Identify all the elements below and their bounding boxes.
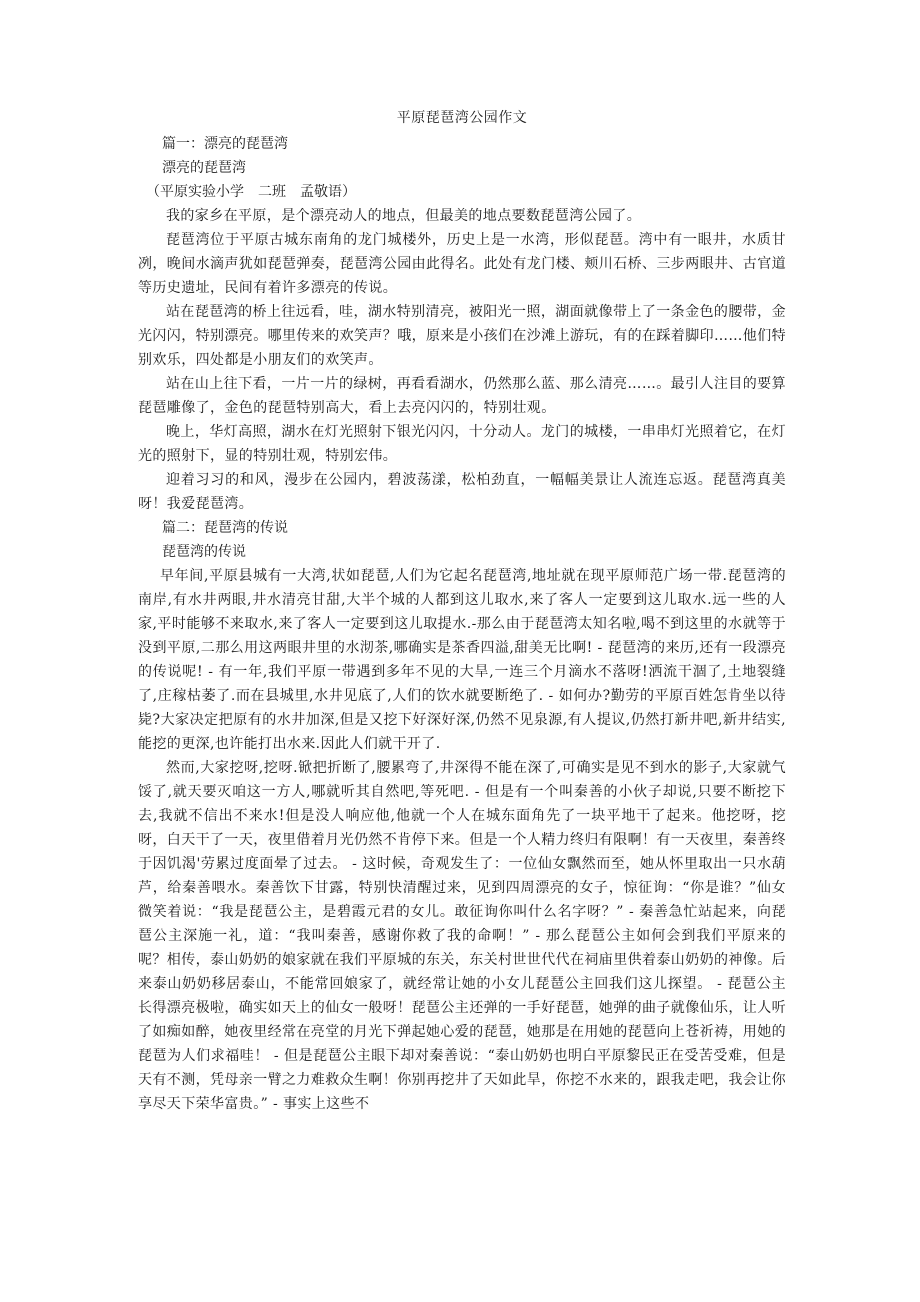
paragraph: 迎着习习的和风，漫步在公园内，碧波荡漾，松柏劲直，一幅幅美景让人流连忘返。琵琶湾真美呀！我爱琵琶湾。 — [138, 472, 786, 512]
paragraph: 然而,大家挖呀,挖呀.锨把折断了,腰累弯了,井深得不能在深了,可确实是见不到水的影子,大家就气馁了,就天要灭咱这一方人,哪就听其自然吧,等死吧. - 但是有一个叫秦善的小伙子却说,只要不断挖下去,我就不信出不来水!但是没人响应他,他就一个人在城东面角先了一块平地干了起来。他挖呀，挖呀，白天干了一天，夜里借着月光仍然不肯停下来。但是一个人精力终归有限啊！有一天夜里，秦善终于因饥渴'劳累过度面晕了过去。 - 这时候，奇观发生了：一位仙女飘然而至，她从怀里取出一只水葫芦，给秦善喂水。秦善饮下甘露，特别快清醒过来，见到四周漂亮的女子，惊征询：“你是谁？”仙女微笑着说：“我是琵琶公主，是碧霞元君的女儿。敢征询你叫什么名字呀？” - 秦善急忙站起来，向琵琶公主深施一礼，道：“我叫秦善，感谢你救了我的命啊！” - 那么琵琶公主如何会到我们平原来的呢？相传，泰山奶奶的娘家就在我们平原城的东关，东关村世世代代在祠庙里供着泰山奶奶的神像。后来泰山奶奶移居泰山，不能常回娘家了，就经常让她的小女儿琵琶公主回我们这儿探望。 - 琵琶公主长得漂亮极啦，确实如天上的仙女一般呀！琵琶公主还弹的一手好琵琶，她弹的曲子就像仙乐，让人听了如痴如醉，她夜里经常在亮堂的月光下弹起她心爱的琵琶，她那是在用她的琵琶向上苍祈祷，用她的琵琶为人们求福哇！ - 但是琵琶公主眼下却对秦善说：“泰山奶奶也明白平原黎民正在受苦受难，但是天有不测，凭母亲一臂之力难救众生啊！你别再挖井了天如此旱，你挖不水来的，跟我走吧，我会让你享尽天下荣华富贵。” - 事实上这些不 — [138, 760, 786, 1112]
part1-heading: 篇一：漂亮的琵琶湾 — [162, 136, 288, 152]
paragraph: 站在琵琶湾的桥上往远看，哇，湖水特别清亮，被阳光一照，湖面就像带上了一条金色的腰带，金光闪闪，特别漂亮。哪里传来的欢笑声？哦，原来是小孩们在沙滩上游玩，有的在踩着脚印……他们特别欢乐，四处都是小朋友们的欢笑声。 — [138, 304, 786, 368]
part2-subtitle: 琵琶湾的传说 — [162, 544, 246, 560]
paragraph: 我的家乡在平原，是个漂亮动人的地点，但最美的地点要数琵琶湾公园了。 — [166, 208, 642, 224]
part1-subtitle: 漂亮的琵琶湾 — [162, 160, 246, 176]
document-page — [138, 108, 786, 1116]
paragraph: 晚上，华灯高照，湖水在灯光照射下银光闪闪，十分动人。龙门的城楼，一串串灯光照着它，在灯光的照射下，显的特别壮观，特别宏伟。 — [138, 424, 786, 464]
document-title: 平原琵琶湾公园作文 — [396, 110, 528, 126]
part1-author: （平原实验小学 二班 孟敬语） — [146, 184, 356, 200]
paragraph: 琵琶湾位于平原古城东南角的龙门城楼外，历史上是一水湾，形似琵琶。湾中有一眼井，水质甘冽，晚间水滴声犹如琵琶弹奏，琵琶湾公园由此得名。此处有龙门楼、颊川石桥、三步两眼井、古官道等历史遗址，民间有着许多漂亮的传说。 — [138, 232, 786, 296]
paragraph: 早年间,平原县城有一大湾,状如琵琶,人们为它起名琵琶湾,地址就在现平原师范广场一带.琵琶湾的南岸,有水井两眼,井水清亮甘甜,大半个城的人都到这儿取水,来了客人一定要到这儿取水.远一些的人家,平时能够不来取水,来了客人一定要到这儿取提水.-那么由于琵琶湾太知名啦,喝不到这里的水就等于没到平原,二那么用这两眼井里的水沏茶,哪确实是茶香四溢,甜美无比啊! - 琵琶湾的来历,还有一段漂亮的传说呢! - 有一年,我们平原一带遇到多年不见的大旱,一连三个月滴水不落呀!洒流干涸了,土地裂缝了,庄稼枯萎了.而在县城里,水井见底了,人们的饮水就要断绝了. - 如何办?勤劳的平原百姓怎肯坐以待毙?大家决定把原有的水井加深,但是又挖下好深好深,仍然不见泉源,有人提议,仍然打新井吧,新井结实,能挖的更深,也许能打出水来.因此人们就干开了. — [138, 568, 786, 752]
part2-heading: 篇二：琵琶湾的传说 — [162, 520, 288, 536]
paragraph: 站在山上往下看，一片一片的绿树，再看看湖水，仍然那么蓝、那么清亮……。最引人注目的要算琵琶雕像了，金色的琵琶特别高大，看上去亮闪闪的，特别壮观。 — [138, 376, 786, 416]
